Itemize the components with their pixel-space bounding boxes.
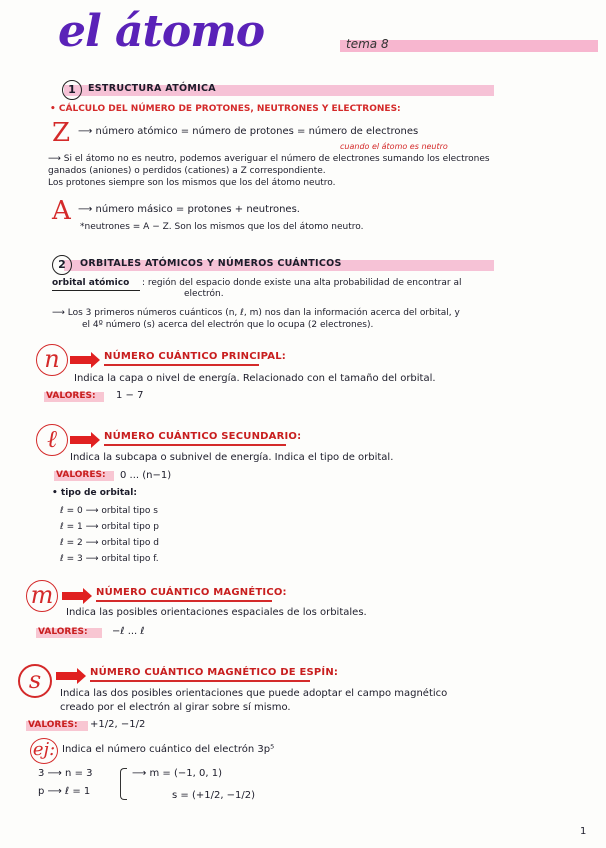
a-note: *neutrones = A − Z. Son los mismos que los del átomo neutro.: [80, 222, 364, 232]
tipo-orbital-label: • tipo de orbital:: [52, 488, 137, 498]
page-number: 1: [580, 826, 587, 837]
n-description: Indica la capa o nivel de energía. Relacionado con el tamaño del orbital.: [74, 373, 436, 384]
a-letter: A: [52, 196, 71, 226]
s-arrow-icon: [56, 672, 78, 680]
l-arrow-icon: [70, 436, 92, 444]
example-label: ej:: [30, 738, 58, 764]
a-formula: ⟶ número másico = protones + neutrones.: [78, 204, 300, 215]
m-description: Indica las posibles orientaciones espaciales de los orbitales.: [66, 607, 367, 618]
z-note: cuando el átomo es neutro: [340, 142, 448, 151]
m-heading: NÚMERO CUÁNTICO MAGNÉTICO:: [96, 587, 287, 598]
z-formula: ⟶ número atómico = número de protones = número de electrones: [78, 126, 419, 137]
l-letter-circle: ℓ: [36, 424, 68, 456]
s2-paragraph-a: ⟶ Los 3 primeros números cuánticos (n, ℓ, m) nos dan la información acerca del orbital, y: [52, 308, 460, 318]
s-description-b: creado por el electrón al girar sobre sí mismo.: [60, 702, 291, 713]
l-description: Indica la subcapa o subnivel de energía. Indica el tipo de orbital.: [70, 452, 394, 463]
m-valores-label: VALORES:: [38, 627, 88, 637]
n-letter-circle: n: [36, 344, 68, 376]
tipo-row-d: ℓ = 2 ⟶ orbital tipo d: [60, 538, 159, 548]
l-heading-underline: [104, 444, 286, 446]
example-row-l: p ⟶ ℓ = 1: [38, 786, 91, 797]
l-valores-label: VALORES:: [56, 470, 106, 480]
l-heading: NÚMERO CUÁNTICO SECUNDARIO:: [104, 431, 302, 442]
s2-paragraph-b: el 4º número (s) acerca del electrón que lo ocupa (2 electrones).: [82, 320, 374, 330]
s-valores-label: VALORES:: [28, 720, 78, 730]
orbital-underline: [52, 290, 140, 291]
s1-paragraph-b: ganados (aniones) o perdidos (cationes) a Z correspondiente.: [48, 166, 326, 176]
s-heading: NÚMERO CUÁNTICO MAGNÉTICO DE ESPÍN:: [90, 667, 339, 678]
s-heading-underline: [90, 680, 310, 682]
tema-label: tema 8: [346, 37, 389, 51]
section1-subtitle: • CÁLCULO DEL NÚMERO DE PROTONES, NEUTRONES Y ELECTRONES:: [50, 104, 401, 114]
z-letter: Z: [52, 118, 71, 148]
tipo-row-f: ℓ = 3 ⟶ orbital tipo f.: [60, 554, 159, 564]
s-letter-circle: s: [18, 664, 52, 698]
m-valores: −ℓ ... ℓ: [112, 626, 145, 637]
n-valores-label: VALORES:: [46, 391, 96, 401]
section1-title: ESTRUCTURA ATÓMICA: [88, 83, 216, 94]
page-title: el átomo: [58, 6, 265, 57]
n-heading: NÚMERO CUÁNTICO PRINCIPAL:: [104, 351, 286, 362]
n-valores: 1 − 7: [116, 390, 144, 401]
m-heading-underline: [96, 600, 272, 602]
s-description-a: Indica las dos posibles orientaciones que puede adoptar el campo magnético: [60, 688, 448, 699]
s1-paragraph-a: ⟶ Si el átomo no es neutro, podemos averiguar el número de electrones sumando los electrones: [48, 154, 490, 164]
section2-number: 2: [52, 255, 72, 275]
l-valores: 0 ... (n−1): [120, 470, 172, 481]
example-s: s = (+1/2, −1/2): [172, 790, 256, 801]
section2-title: ORBITALES ATÓMICOS Y NÚMEROS CUÁNTICOS: [80, 258, 342, 269]
n-heading-underline: [104, 364, 259, 366]
example-m: ⟶ m = (−1, 0, 1): [132, 768, 222, 779]
orbital-definition-a: : región del espacio donde existe una alta probabilidad de encontrar al: [142, 278, 462, 288]
orbital-definition-b: electrón.: [184, 289, 224, 299]
example-brace: [120, 768, 127, 800]
example-row-n: 3 ⟶ n = 3: [38, 768, 93, 779]
n-arrow-icon: [70, 356, 92, 364]
orbital-label: orbital atómico: [52, 278, 130, 288]
tipo-row-s: ℓ = 0 ⟶ orbital tipo s: [60, 506, 158, 516]
s-valores: +1/2, −1/2: [90, 719, 146, 730]
m-letter-circle: m: [26, 580, 58, 612]
m-arrow-icon: [62, 592, 84, 600]
example-task: Indica el número cuántico del electrón 3p⁵: [62, 744, 275, 755]
section1-number: 1: [62, 80, 82, 100]
s1-paragraph-c: Los protones siempre son los mismos que los del átomo neutro.: [48, 178, 336, 188]
tipo-row-p: ℓ = 1 ⟶ orbital tipo p: [60, 522, 159, 532]
